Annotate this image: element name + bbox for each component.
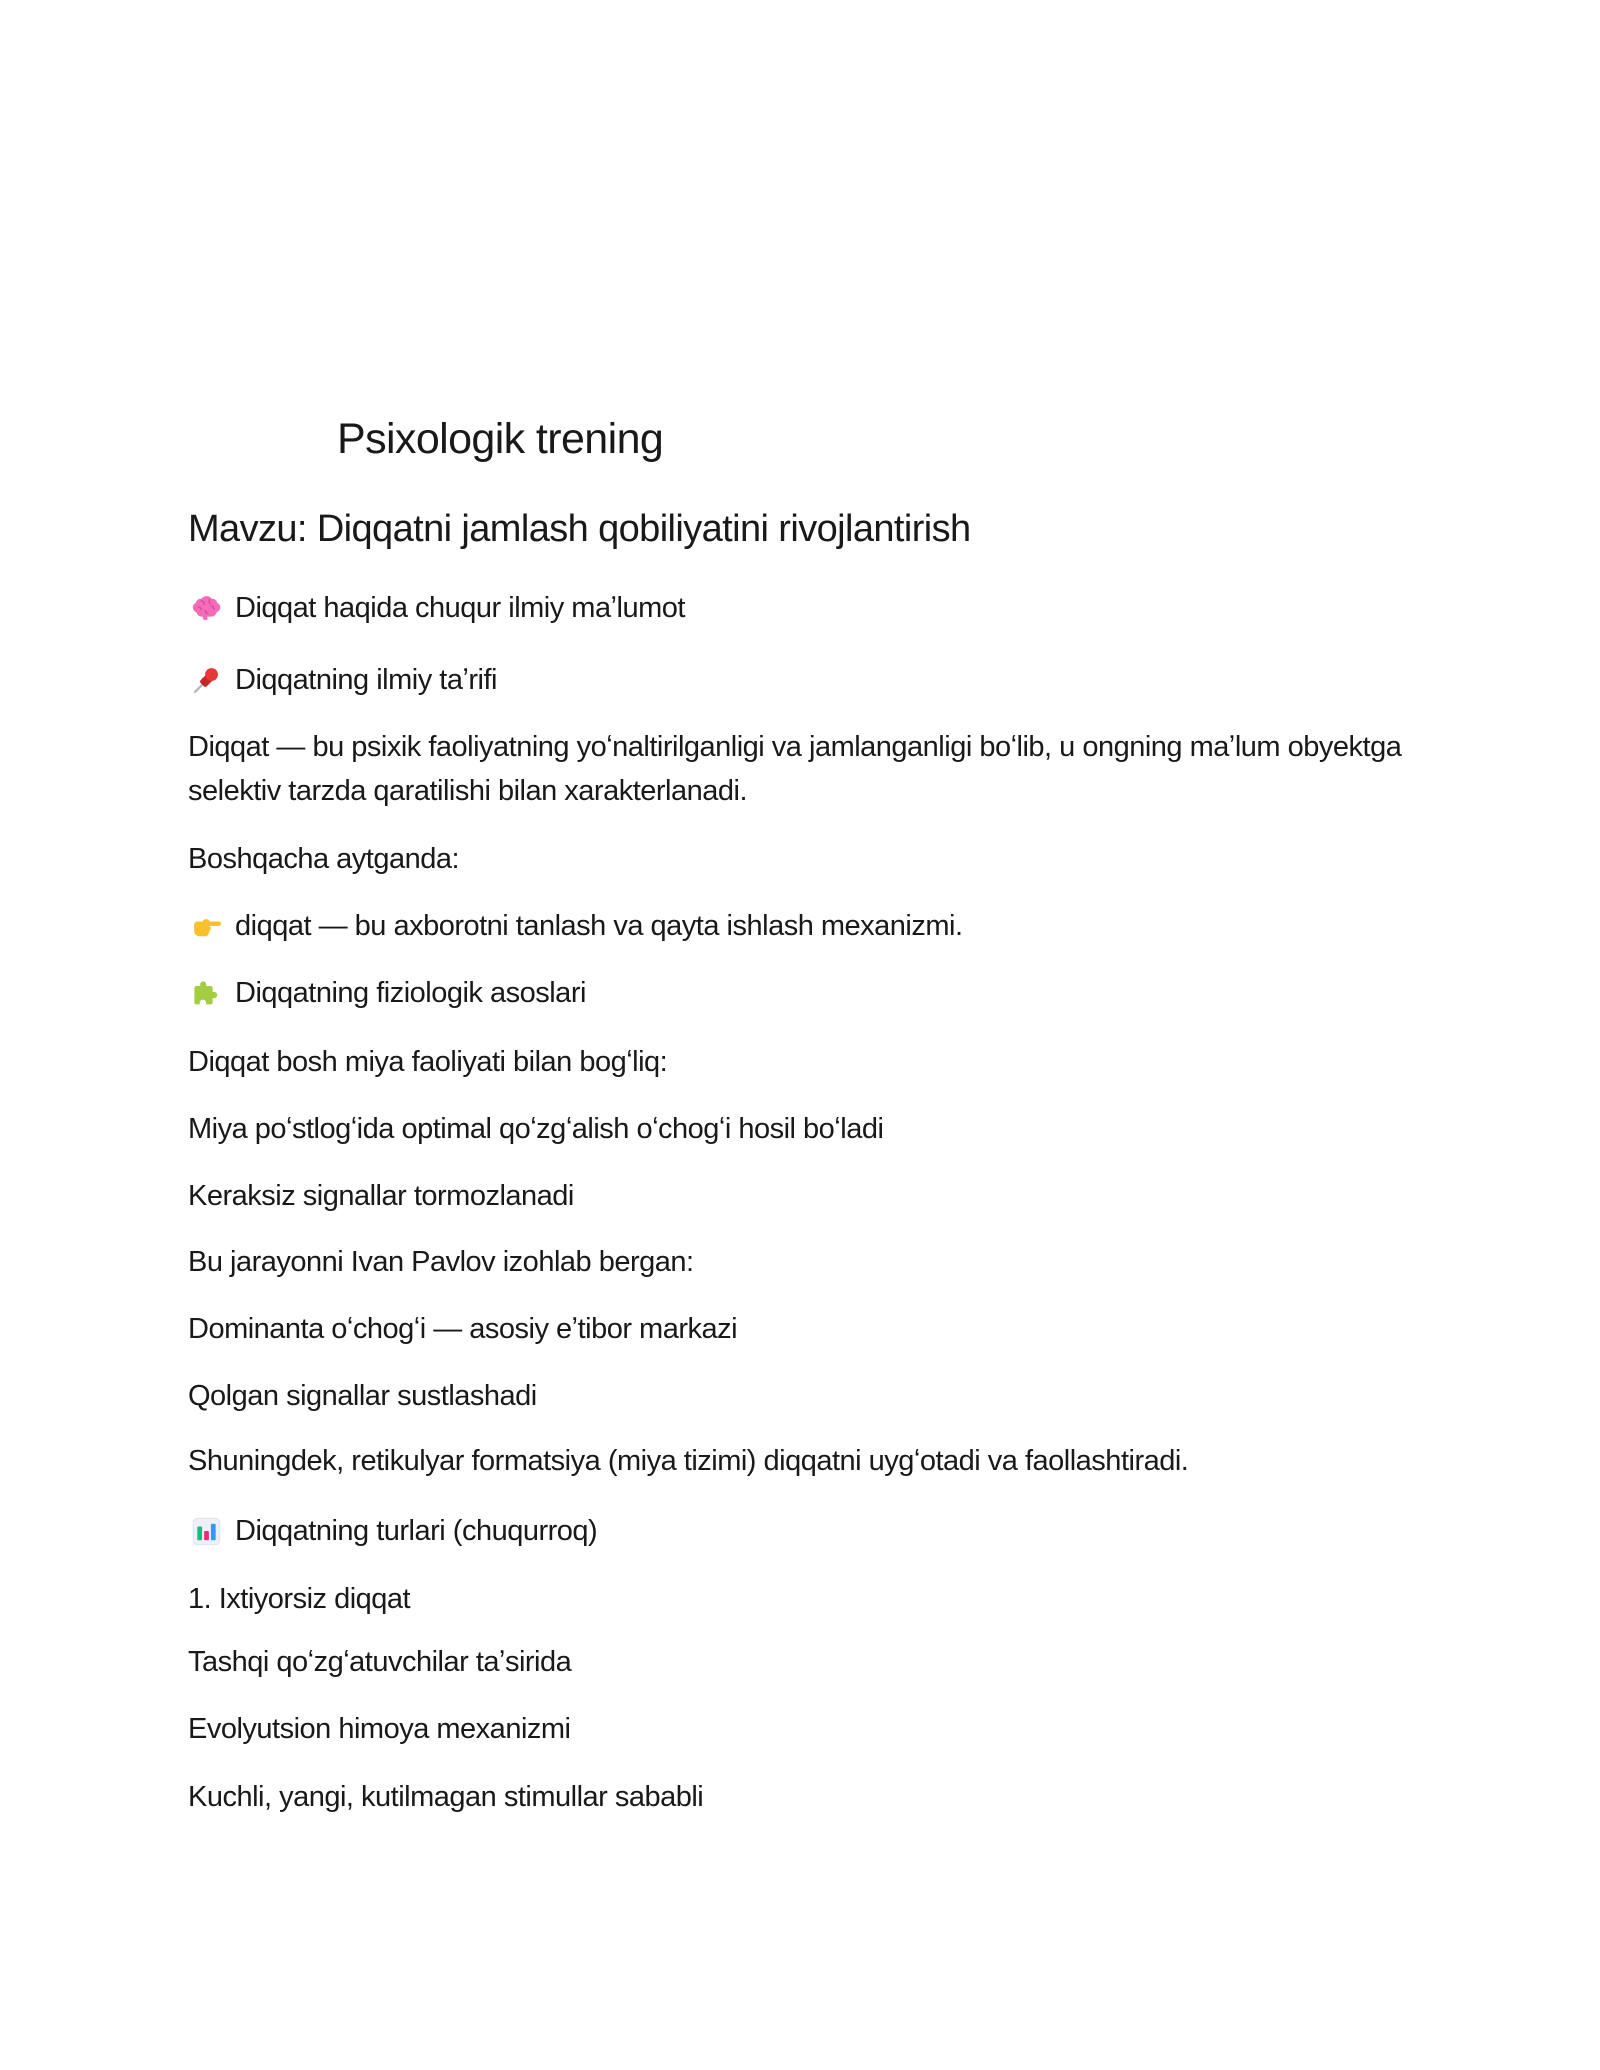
- brain-icon: [190, 592, 223, 625]
- bullet-text: Diqqat haqida chuqur ilmiy maʼlumot: [235, 592, 685, 624]
- topic-heading: Mavzu: Diqqatni jamlash qobiliyatini rivojlantirish: [188, 508, 971, 550]
- bullet-line: [190, 592, 685, 625]
- text-line: Keraksiz signallar tormozlanadi: [188, 1180, 574, 1212]
- text-line: selektiv tarzda qaratilishi bilan xarakterlanadi.: [188, 775, 748, 807]
- text-line: Shuningdek, retikulyar formatsiya (miya tizimi) diqqatni uygʻotadi va faollashtiradi.: [188, 1445, 1189, 1477]
- text-line: Dominanta oʻchogʻi — asosiy eʼtibor markazi: [188, 1313, 738, 1345]
- pushpin-icon: [190, 664, 223, 697]
- text-line: Kuchli, yangi, kutilmagan stimullar sababli: [188, 1781, 704, 1813]
- puzzle-piece-icon: [190, 977, 223, 1010]
- bullet-line: [190, 664, 497, 697]
- bullet-text: Diqqatning turlari (chuqurroq): [235, 1515, 598, 1547]
- bar-chart-icon: [190, 1515, 223, 1548]
- text-line: Tashqi qoʻzgʻatuvchilar taʼsirida: [188, 1646, 572, 1678]
- document-title: Psixologik trening: [337, 415, 664, 463]
- text-line: Bu jarayonni Ivan Pavlov izohlab bergan:: [188, 1246, 694, 1278]
- bullet-line: [190, 910, 963, 943]
- bullet-line: [190, 1515, 597, 1548]
- bullet-text: Diqqatning ilmiy taʼrifi: [235, 664, 497, 696]
- text-line: Qolgan signallar sustlashadi: [188, 1380, 537, 1412]
- text-line: Diqqat bosh miya faoliyati bilan bogʻliq:: [188, 1046, 668, 1078]
- bullet-text: Diqqatning fiziologik asoslari: [235, 977, 586, 1009]
- bullet-line: [190, 977, 586, 1010]
- point-right-icon: [190, 910, 223, 943]
- text-line: Diqqat — bu psixik faoliyatning yoʻnaltirilganligi va jamlanganligi boʻlib, u ongning maʼlum obyektga: [188, 731, 1402, 763]
- bullet-text: diqqat — bu axborotni tanlash va qayta ishlash mexanizmi.: [235, 910, 963, 942]
- text-line: Miya poʻstlogʻida optimal qoʻzgʻalish oʻchogʻi hosil boʻladi: [188, 1113, 884, 1145]
- text-line: Evolyutsion himoya mexanizmi: [188, 1713, 571, 1745]
- text-line: 1. Ixtiyorsiz diqqat: [188, 1583, 411, 1615]
- text-line: Boshqacha aytganda:: [188, 843, 460, 875]
